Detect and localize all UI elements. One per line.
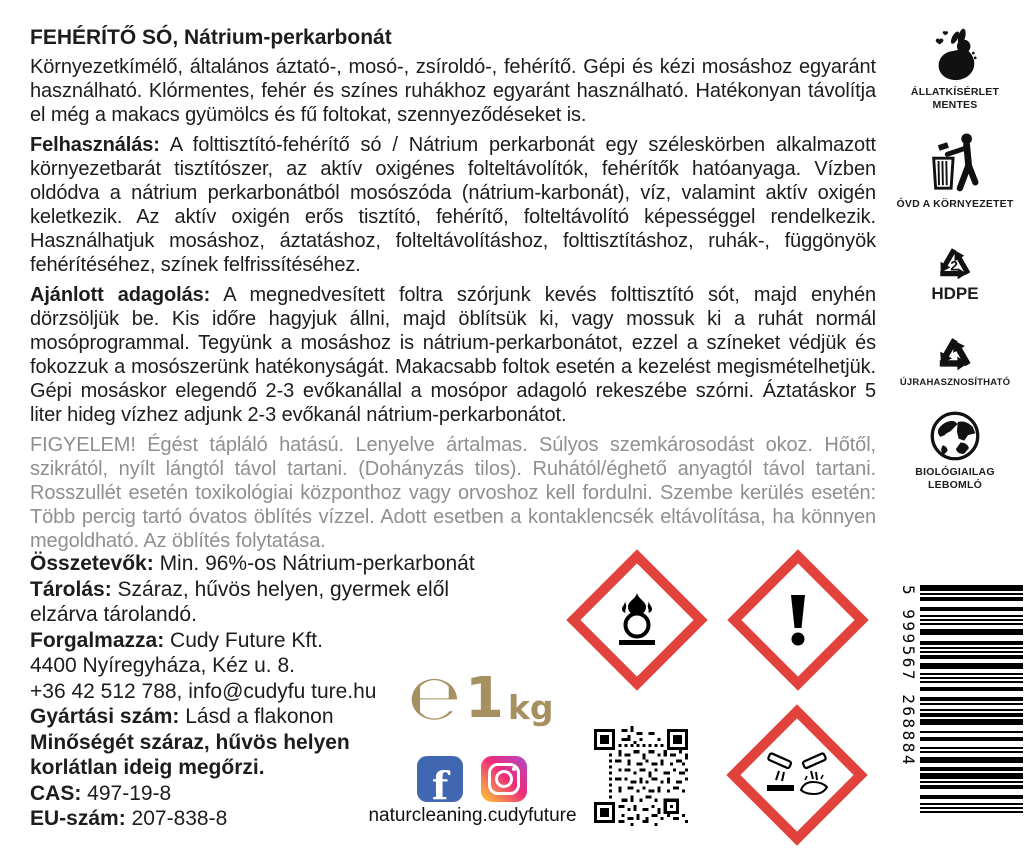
net-weight: [408, 661, 554, 734]
paragraph-text: Környezetkímélő, általános áztató-, mosó-, zsíroldó-, fehérítő. Gépi és kézi mosáshoz egyaránt használható. Klórmentes, fehér és színes ruhákhoz egyaránt használható. Hatékonyan távolítja el még a makacs gyümölcs és fű foltokat, szennyeződéseket is.: [30, 56, 876, 126]
paragraph-lead: Felhasználás:: [30, 134, 160, 156]
net-weight-value: 1: [464, 666, 504, 731]
eco-label: ÓVD A KÖRNYEZETET: [896, 198, 1014, 210]
social-handle: naturcleaning.cudyfuture: [368, 805, 577, 826]
camera-lens: [495, 770, 513, 788]
svg-text:2: 2: [950, 257, 958, 274]
address-line: 4400 Nyíregyháza, Kéz u. 8.: [30, 654, 295, 677]
camera-flash-dot: [512, 767, 516, 771]
ingredients-line: Összetevők: Min. 96%-os Nátrium-perkarbonát: [30, 552, 475, 575]
estimated-sign: ℮: [408, 661, 461, 734]
batch-line: Gyártási szám: Lásd a flakonon: [30, 705, 334, 728]
tidyman-icon: [927, 132, 983, 194]
paragraph-text: FIGYELEM! Égést tápláló hatású. Lenyelve ártalmas. Súlyos szemkárosodást okoz. Hőtől, szikrától, nyílt lángtól távol tartani. (Dohányzás tilos). Ruhától/éghető anyagtól távol tartani. Rosszullét esetén toxikológiai központhoz vagy orvoshoz kell fordulni. Szembe kerülés esetén: Több percig tartó óvatos öblítés vízzel. Adott esetben a kontaklencsék eltávolítása, ha könnyen megoldható. Az öblítés folytatása.: [30, 434, 876, 552]
paragraph-lead: Ajánlott adagolás:: [30, 284, 211, 306]
hdpe-recycling-icon: [928, 232, 982, 284]
dosage-paragraph: [30, 283, 876, 427]
corrosive-pictogram: [726, 704, 867, 845]
eco-recyclable: [900, 325, 1010, 390]
exclamation-pictogram: [727, 549, 868, 690]
oxidizer-pictogram: [566, 549, 707, 690]
rabbit-icon: [931, 28, 979, 82]
cas-line: CAS: 497-19-8: [30, 781, 172, 805]
barcode: [899, 585, 1023, 825]
warning-paragraph: [30, 433, 876, 553]
paragraph-text: A megnedvesített foltra szórjunk kevés folttisztító sót, majd enyhén dörzsöljük be. Kis időre hagyjuk állni, majd öblítsük ki, vagy mossuk ki a ruhát normál mosóprogrammal. Tegyünk a mosáshoz is nátrium-perkarbonátot, ezzel a színeket védjük és fokozzuk a mosószerünk hatékonyságát. Makacsabb foltok esetén a kezelést megismételhetjük. Gépi mosáskor elegendő 2-3 evőkanállal a mosópor adagoló rekeszébe szórni. Áztatáskor 5 liter hideg vízhez adjunk 2-3 evőkanál nátrium-perkarbonátot.: [30, 284, 876, 426]
eco-hdpe: [928, 232, 982, 304]
barcode-bars: [920, 585, 1023, 825]
product-title: FEHÉRÍTŐ SÓ, Nátrium-perkarbonát: [30, 26, 392, 49]
facebook-icon: [417, 756, 463, 802]
usage-paragraph: [30, 133, 876, 277]
eco-biodegradable: [888, 410, 1022, 491]
exclamation-mark-icon: [772, 592, 824, 648]
eco-label: ÁLLATKÍSÉRLET MENTES: [910, 86, 1000, 111]
recycling-icon: [930, 325, 980, 373]
storage-line-2: elzárva tárolandó.: [30, 603, 197, 626]
description-section: [30, 24, 876, 559]
storage-line: Tárolás: Száraz, hűvös helyen, gyermek elől: [30, 577, 450, 601]
net-weight-unit: kg: [507, 688, 554, 727]
paragraph-text: A folttisztító-fehérítő só / Nátrium perkarbonát egy széleskörben alkalmazott környezetbarát tisztítószer, az aktív oxigénes folteltávolítók, fehérítők hatóanyaga. Vízben oldódva a nátrium perkarbonátból mosószóda (nátrium-karbonát), víz, valamint aktív oxigén keletkezik. Az aktív oxigén erős tisztító, fehérítő, folteltávolító képességgel rendelkezik. Használhatjuk mosáshoz, áztatáshoz, folteltávolításhoz, folttisztításhoz, ruhák-, függönyök fehérítéséhez, színek felfrissítéséhez.: [30, 134, 876, 276]
eco-label: BIOLÓGIAILAG LEBOMLÓ: [915, 466, 995, 491]
globe-icon: [929, 410, 981, 462]
quality-line: Minőségét száraz, hűvös helyen: [30, 730, 350, 754]
instagram-icon: [481, 756, 527, 802]
barcode-digits: 5 999567 268884: [899, 585, 918, 767]
eco-icons-column: [888, 28, 1022, 512]
quality-line-2: korlátlan ideig megőrzi.: [30, 756, 265, 779]
eco-label: HDPE: [931, 283, 979, 303]
intro-paragraph: [30, 55, 876, 127]
qr-code: [591, 726, 691, 826]
contact-line: +36 42 512 788, info@cudyfu ture.hu: [30, 679, 377, 703]
eco-protect-environment: [897, 132, 1014, 211]
eco-label: ÚJRAHASZNOSÍTHATÓ: [899, 376, 1011, 388]
facebook-f-glyph: f: [431, 763, 449, 802]
eco-animal-testing-free: [888, 28, 1022, 111]
distributor-line: Forgalmazza: Cudy Future Kft.: [30, 628, 323, 652]
flame-over-circle-icon: [608, 591, 666, 649]
corrosion-icon: [765, 752, 829, 798]
eu-number-line: EU-szám: 207-838-8: [30, 807, 228, 830]
